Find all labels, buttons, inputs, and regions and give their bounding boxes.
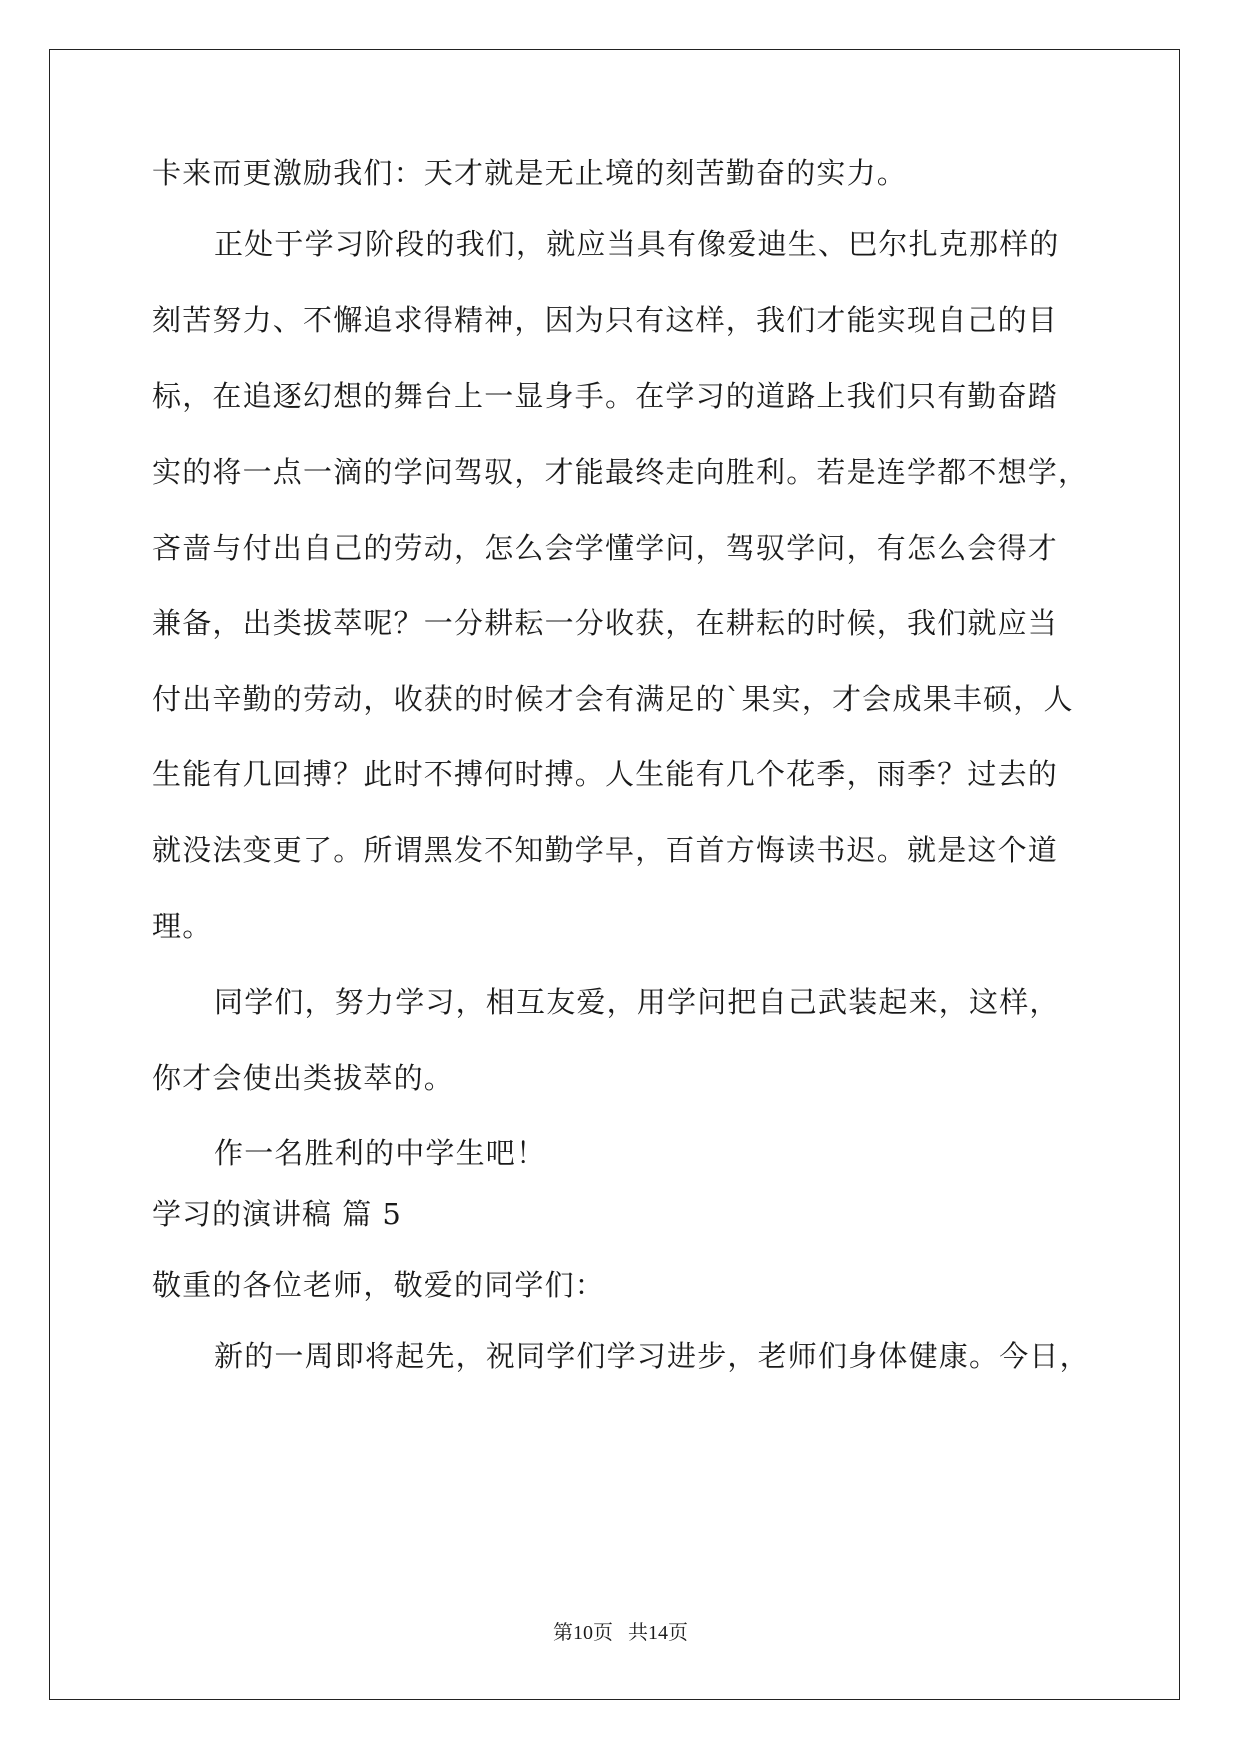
paragraph-line: 标，在追逐幻想的舞台上一显身手。在学习的道路上我们只有勤奋踏	[152, 379, 1059, 413]
paragraph-line: 吝啬与付出自己的劳动，怎么会学懂学问，驾驭学问，有怎么会得才	[152, 531, 1059, 565]
paragraph-line: 正处于学习阶段的我们，就应当具有像爱迪生、巴尔扎克那样的	[214, 227, 1060, 261]
paragraph-line: 兼备，出类拔萃呢？一分耕耘一分收获，在耕耘的时候，我们就应当	[152, 606, 1059, 640]
paragraph-line: 作一名胜利的中学生吧！	[214, 1136, 547, 1170]
paragraph-line: 生能有几回搏？此时不搏何时搏。人生能有几个花季，雨季？过去的	[152, 757, 1059, 791]
page-number-footer: 第10页 共14页	[553, 1622, 688, 1644]
paragraph-line: 同学们，努力学习，相互友爱，用学问把自己武装起来，这样，	[214, 985, 1060, 1019]
paragraph-line: 刻苦努力、不懈追求得精神，因为只有这样，我们才能实现自己的目	[152, 303, 1059, 337]
paragraph-line: 就没法变更了。所谓黑发不知勤学早，百首方悔读书迟。就是这个道	[152, 833, 1059, 867]
paragraph-line: 付出辛勤的劳动，收获的时候才会有满足的`果实，才会成果丰硕，人	[152, 682, 1074, 716]
paragraph-line: 卡来而更激励我们：天才就是无止境的刻苦勤奋的实力。	[152, 156, 908, 190]
paragraph-line: 实的将一点一滴的学问驾驭，才能最终走向胜利。若是连学都不想学，	[152, 455, 1089, 489]
paragraph-line: 新的一周即将起先，祝同学们学习进步，老师们身体健康。今日，	[214, 1339, 1090, 1373]
paragraph-line: 你才会使出类拔萃的。	[152, 1061, 455, 1095]
salutation-line: 敬重的各位老师，敬爱的同学们：	[152, 1268, 606, 1302]
page-border	[49, 49, 1180, 1700]
paragraph-line: 理。	[152, 909, 213, 943]
section-heading: 学习的演讲稿 篇 5	[152, 1197, 402, 1231]
